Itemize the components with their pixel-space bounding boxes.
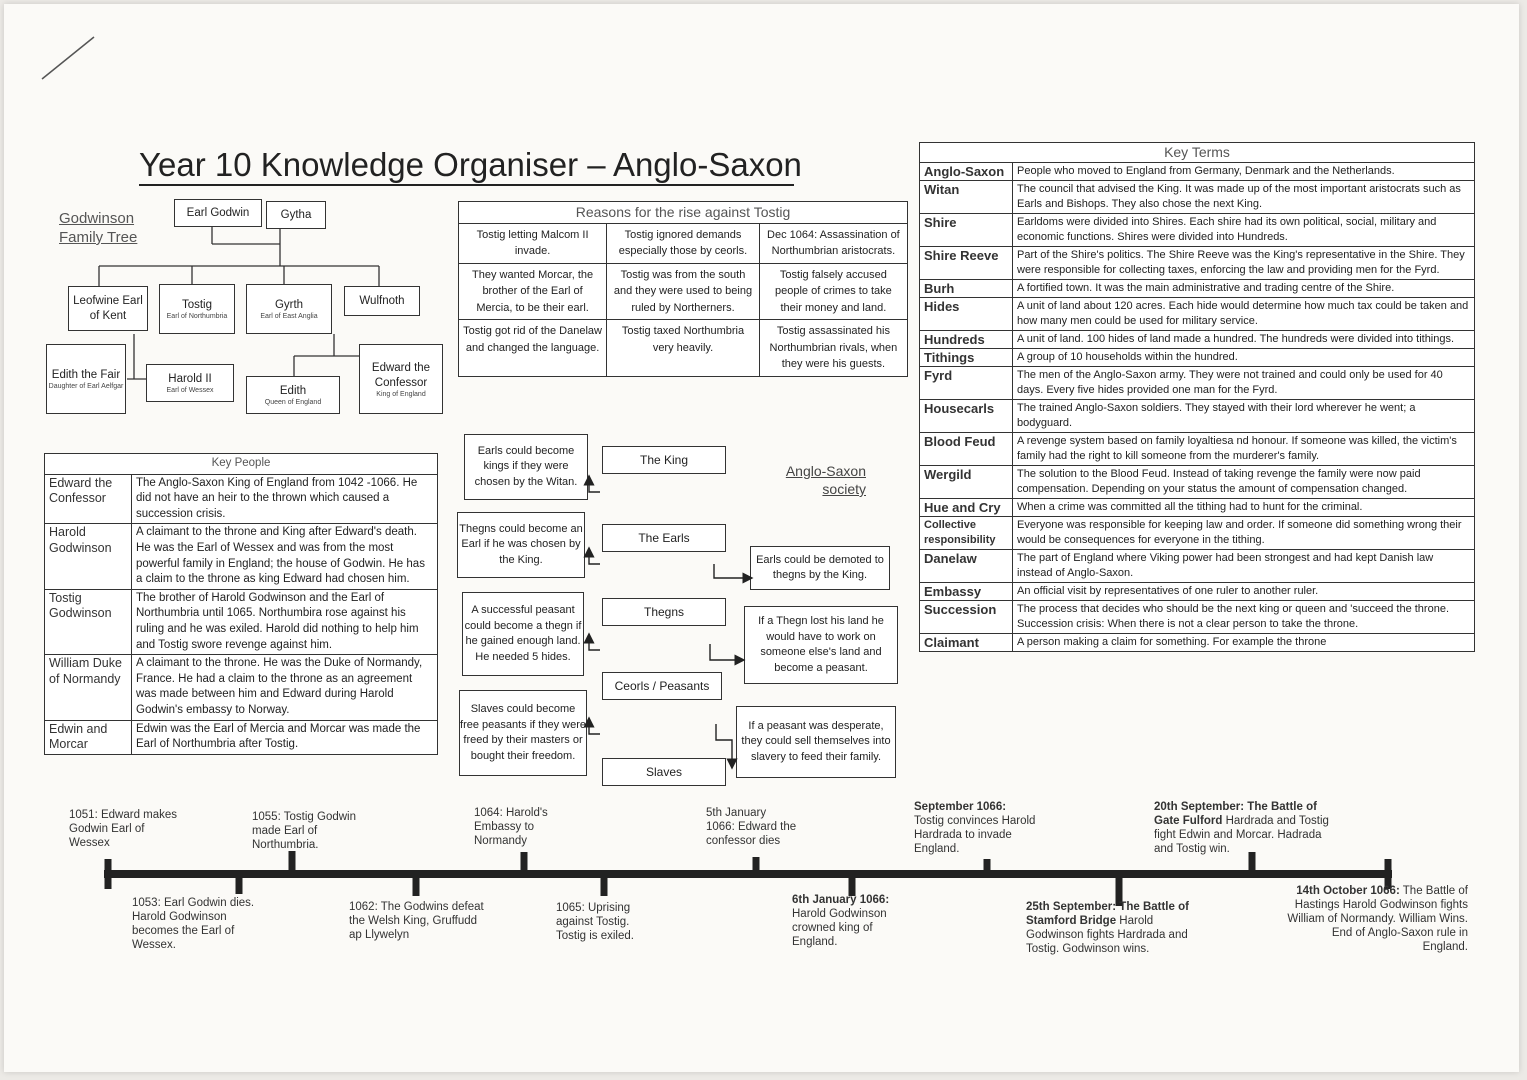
definition: The men of the Anglo-Saxon army. They were not trained and could only be used for 40 days. Every five hides provided one man for the Fyrd. <box>1013 367 1475 400</box>
definition: Earldoms were divided into Shires. Each shire had its own political, social, military and economic functions. Shires were divided into Hundreds. <box>1013 214 1475 247</box>
timeline-event-below: 6th January 1066: Harold Godwinson crowned king of England. <box>792 894 890 948</box>
tree-node-edith: Edith Queen of England <box>246 376 340 414</box>
definition: The solution to the Blood Feud. Instead of taking revenge the family were now paid compensation. Depending on your status the amount of compensation changed. <box>1013 466 1475 499</box>
note-peasant-slavery: If a peasant was desperate, they could sell themselves into slavery to feed their family. <box>736 706 896 778</box>
term: Blood Feud <box>920 433 1013 466</box>
person-description: A claimant to the throne. He was the Duke of Normandy, France. He had a claim to the throne as an agreement was made between him and Edward during Harold Godwin's embassy to Norway. <box>132 655 438 720</box>
tree-node-gyrth: Gyrth Earl of East Anglia <box>246 284 332 334</box>
reason-cell: Tostig ignored demands especially those by ceorls. <box>607 223 760 263</box>
tree-node-earl-godwin: Earl Godwin <box>174 199 262 227</box>
definition-extra: Succession crisis: When there is not a clear person to take the throne. <box>1017 618 1359 630</box>
definition: Part of the Shire's politics. The Shire Reeve was the King's representative in the Shire. They were responsible for collecting taxes, enforcing the law and providing men for the Fyrd. <box>1013 247 1475 280</box>
definition-main: The process that decides who should be the next king or queen and 'succeed the throne. <box>1017 603 1449 615</box>
tree-node-gytha: Gytha <box>266 201 326 229</box>
person-description: Edwin was the Earl of Mercia and Morcar was made the Earl of Northumbria after Tostig. <box>132 720 438 754</box>
term: Hundreds <box>920 331 1013 349</box>
definition: The trained Anglo-Saxon soldiers. They stayed with their lord wherever he went; a bodyguard. <box>1013 400 1475 433</box>
person-name: William Duke of Normandy <box>45 655 132 720</box>
term: Danelaw <box>920 550 1013 583</box>
timeline-event-above: 1064: Harold's Embassy to Normandy <box>474 807 548 847</box>
tree-node-leofwine: Leofwine Earl of Kent <box>68 286 148 331</box>
rank-earls: The Earls <box>602 524 726 552</box>
timeline-event-below: 25th September: The Battle of Stamford Bridge Harold Godwinson fights Hardrada and Tostig. Godwinson wins. <box>1026 901 1189 955</box>
tree-node-harold-ii: Harold II Earl of Wessex <box>146 364 234 402</box>
rank-ceorls: Ceorls / Peasants <box>602 672 722 700</box>
reason-cell: They wanted Morcar, the brother of the Earl of Mercia, to be their earl. <box>459 263 607 320</box>
knowledge-organiser-sheet <box>4 4 1519 1072</box>
timeline-event-above: 5th January 1066: Edward the confessor dies <box>706 807 797 847</box>
definition: A group of 10 households within the hundred. <box>1013 349 1475 367</box>
definition: People who moved to England from Germany, Denmark and the Netherlands. <box>1013 163 1475 181</box>
timeline-event-below: 1053: Earl Godwin dies. Harold Godwinson becomes the Earl of Wessex. <box>132 897 255 951</box>
timeline-event-below: 14th October 1066: The Battle of Hastings Harold Godwinson fights William of Normandy. William Wins. End of Anglo-Saxon rule in England. <box>1287 885 1468 953</box>
term: Hides <box>920 298 1013 331</box>
term: Claimant <box>920 634 1013 652</box>
term: Shire Reeve <box>920 247 1013 280</box>
rank-king: The King <box>602 446 726 474</box>
tree-node-edith-the-fair: Edith the Fair Daughter of Earl Aelfgar <box>46 344 126 414</box>
term: Fyrd <box>920 367 1013 400</box>
reason-cell: Tostig assassinated his Northumbrian rivals, when they were his guests. <box>759 320 907 377</box>
timeline-event-below: 1062: The Godwins defeat the Welsh King, Gruffudd ap Llywelyn <box>349 901 484 941</box>
definition: The council that advised the King. It was made up of the most important aristocrats such as Earls and Bishops. They also chose the next King. <box>1013 181 1475 214</box>
person-name: Edward the Confessor <box>45 474 132 524</box>
term: Housecarls <box>920 400 1013 433</box>
timeline-event-above: 1051: Edward makes Godwin Earl of Wessex <box>69 809 178 849</box>
definition: An official visit by representatives of one ruler to another ruler. <box>1013 583 1475 601</box>
reasons-heading: Reasons for the rise against Tostig <box>459 202 908 224</box>
reason-cell: Tostig falsely accused people of crimes to take their money and land. <box>759 263 907 320</box>
definition: Everyone was responsible for keeping law and order. If someone did something wrong their would be consequences for everyone in the tithing. <box>1013 517 1475 550</box>
reason-cell: Tostig got rid of the Danelaw and changed the language. <box>459 320 607 377</box>
person-name: Harold Godwinson <box>45 524 132 589</box>
person-name: Tostig Godwinson <box>45 589 132 654</box>
term: Witan <box>920 181 1013 214</box>
person-description: A claimant to the throne and King after Edward's death. He was the Earl of Wessex and was from the most powerful family in England; the house of Godwin. He has a claim to the throne as king Edward had chosen him. <box>132 524 438 589</box>
timeline-event-above: 20th September: The Battle of Gate Fulford Hardrada and Tostig fight Edwin and Morcar. Hadrada and Tostig win. <box>1154 801 1329 855</box>
page-title: Year 10 Knowledge Organiser – Anglo-Saxon <box>139 146 802 183</box>
reason-cell: Dec 1064: Assassination of Northumbrian aristocrats. <box>759 223 907 263</box>
rank-slaves: Slaves <box>602 758 726 786</box>
reason-cell: Tostig taxed Northumbria very heavily. <box>607 320 760 377</box>
term: Anglo-Saxon <box>920 163 1013 181</box>
key-terms-heading: Key Terms <box>920 143 1475 163</box>
term: Tithings <box>920 349 1013 367</box>
person-name: Edwin and Morcar <box>45 720 132 754</box>
tree-node-wulfnoth: Wulfnoth <box>344 286 420 316</box>
definition: A unit of land about 120 acres. Each hide would determine how much tax could be taken and how many men could be used for military service. <box>1013 298 1475 331</box>
note-earls-to-kings: Earls could become kings if they were chosen by the Witan. <box>464 434 588 500</box>
timeline-event-above: September 1066: Tostig convinces Harold Hardrada to invade England. <box>914 801 1036 855</box>
tree-node-edward-the-confessor: Edward the Confessor King of England <box>359 344 443 414</box>
term: Collective responsibility <box>920 517 1013 550</box>
definition: A revenge system based on family loyaltiesa nd honour. If someone was killed, the victim's family had the right to kill someone from the murderer's family. <box>1013 433 1475 466</box>
family-tree-label: Godwinson Family Tree <box>59 210 138 246</box>
definition: When a crime was committed all the tithing had to hunt for the criminal. <box>1013 499 1475 517</box>
person-description: The Anglo-Saxon King of England from 1042 -1066. He did not have an heir to the thrown which caused a succession crisis. <box>132 474 438 524</box>
definition: A unit of land. 100 hides of land made a hundred. The hundreds were divided into tithings. <box>1013 331 1475 349</box>
definition: A person making a claim for something. For example the throne <box>1013 634 1475 652</box>
note-peasant-to-thegn: A successful peasant could become a thegn if he gained enough land. He needed 5 hides. <box>462 592 584 676</box>
timeline-event-below: 1065: Uprising against Tostig. Tostig is exiled. <box>556 902 634 942</box>
person-description: The brother of Harold Godwinson and the Earl of Northumbria until 1065. Northumbira rose against his ruling and he was exiled. Harold did nothing to help him and Tostig swore revenge against him. <box>132 589 438 654</box>
definition: A fortified town. It was the main administrative and trading centre of the Shire. <box>1013 280 1475 298</box>
reason-cell: Tostig was from the south and they were used to being ruled by Northerners. <box>607 263 760 320</box>
note-thegns-to-earls: Thegns could become an Earl if he was chosen by the King. <box>457 512 585 578</box>
reason-cell: Tostig letting Malcom II invade. <box>459 223 607 263</box>
note-slaves-freed: Slaves could become free peasants if they were freed by their masters or bought their freedom. <box>459 690 587 776</box>
term: Shire <box>920 214 1013 247</box>
term: Wergild <box>920 466 1013 499</box>
term: Succession <box>920 601 1013 634</box>
note-thegn-lost-land: If a Thegn lost his land he would have to work on someone else's land and become a peasant. <box>744 606 898 684</box>
timeline-event-above: 1055: Tostig Godwin made Earl of Northumbria. <box>252 811 357 851</box>
term: Hue and Cry <box>920 499 1013 517</box>
note-earls-demoted: Earls could be demoted to thegns by the King. <box>750 546 890 590</box>
key-people-heading: Key People <box>45 454 438 475</box>
tree-node-tostig: Tostig Earl of Northumbria <box>159 284 235 334</box>
term: Burh <box>920 280 1013 298</box>
definition: The part of England where Viking power had been strongest and had kept Danish law instead of Anglo-Saxon. <box>1013 550 1475 583</box>
term: Embassy <box>920 583 1013 601</box>
society-label: Anglo-Saxon society <box>785 463 866 497</box>
rank-thegns: Thegns <box>602 598 726 626</box>
